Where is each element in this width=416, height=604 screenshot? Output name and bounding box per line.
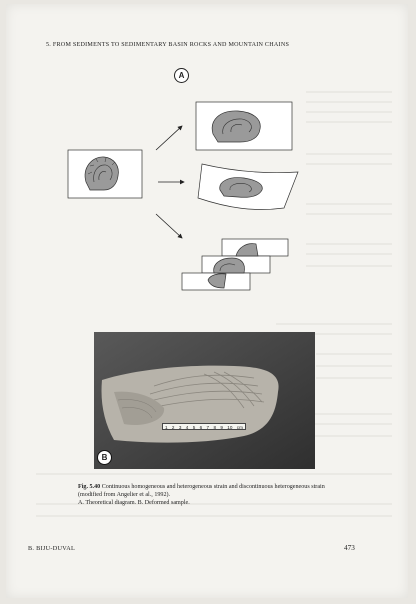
scale-bar (162, 423, 246, 430)
rock-sample-image (94, 332, 315, 469)
page-number: 473 (344, 544, 355, 552)
scale-unit: cm (236, 425, 243, 430)
scale-tick: 7 (206, 425, 210, 430)
scale-tick: 3 (178, 425, 182, 430)
caption-line-a: A. Theoretical diagram. B. Deformed sample. (78, 499, 190, 506)
book-page (6, 4, 408, 598)
heterogeneous-strain-block (198, 164, 298, 210)
homogeneous-strain-block (196, 102, 292, 150)
panel-a-label: A (174, 68, 189, 83)
scale-tick: 9 (220, 425, 223, 430)
scale-tick: 8 (213, 425, 217, 430)
panel-b-label: B (97, 450, 112, 465)
deformed-sample-photo (94, 332, 315, 469)
figure-caption (78, 484, 333, 507)
scale-tick: 10 (227, 425, 233, 430)
scale-tick: 5 (192, 425, 196, 430)
running-header: 5. FROM SEDIMENTS TO SEDIMENTARY BASIN ROCKS AND MOUNTAIN CHAINS (46, 42, 290, 48)
caption-number: Fig. 5.40 (78, 484, 101, 490)
scale-tick: 1 (165, 425, 168, 430)
scale-tick: 6 (199, 425, 203, 430)
theoretical-diagram (6, 4, 408, 324)
scale-tick: 2 (171, 425, 175, 430)
author-footer: B. BIJU-DUVAL (28, 545, 76, 552)
scale-tick: 4 (185, 425, 189, 430)
arrow-to-homogeneous (156, 126, 182, 150)
discontinuous-strain-blocks (182, 239, 288, 290)
arrow-to-discontinuous (156, 214, 182, 238)
original-fossil-block (68, 150, 142, 198)
caption-text: Continuous homogeneous and heterogeneous strain and discontinuous heterogeneous strain (modified from Angelier et al., 1992). (78, 484, 325, 498)
